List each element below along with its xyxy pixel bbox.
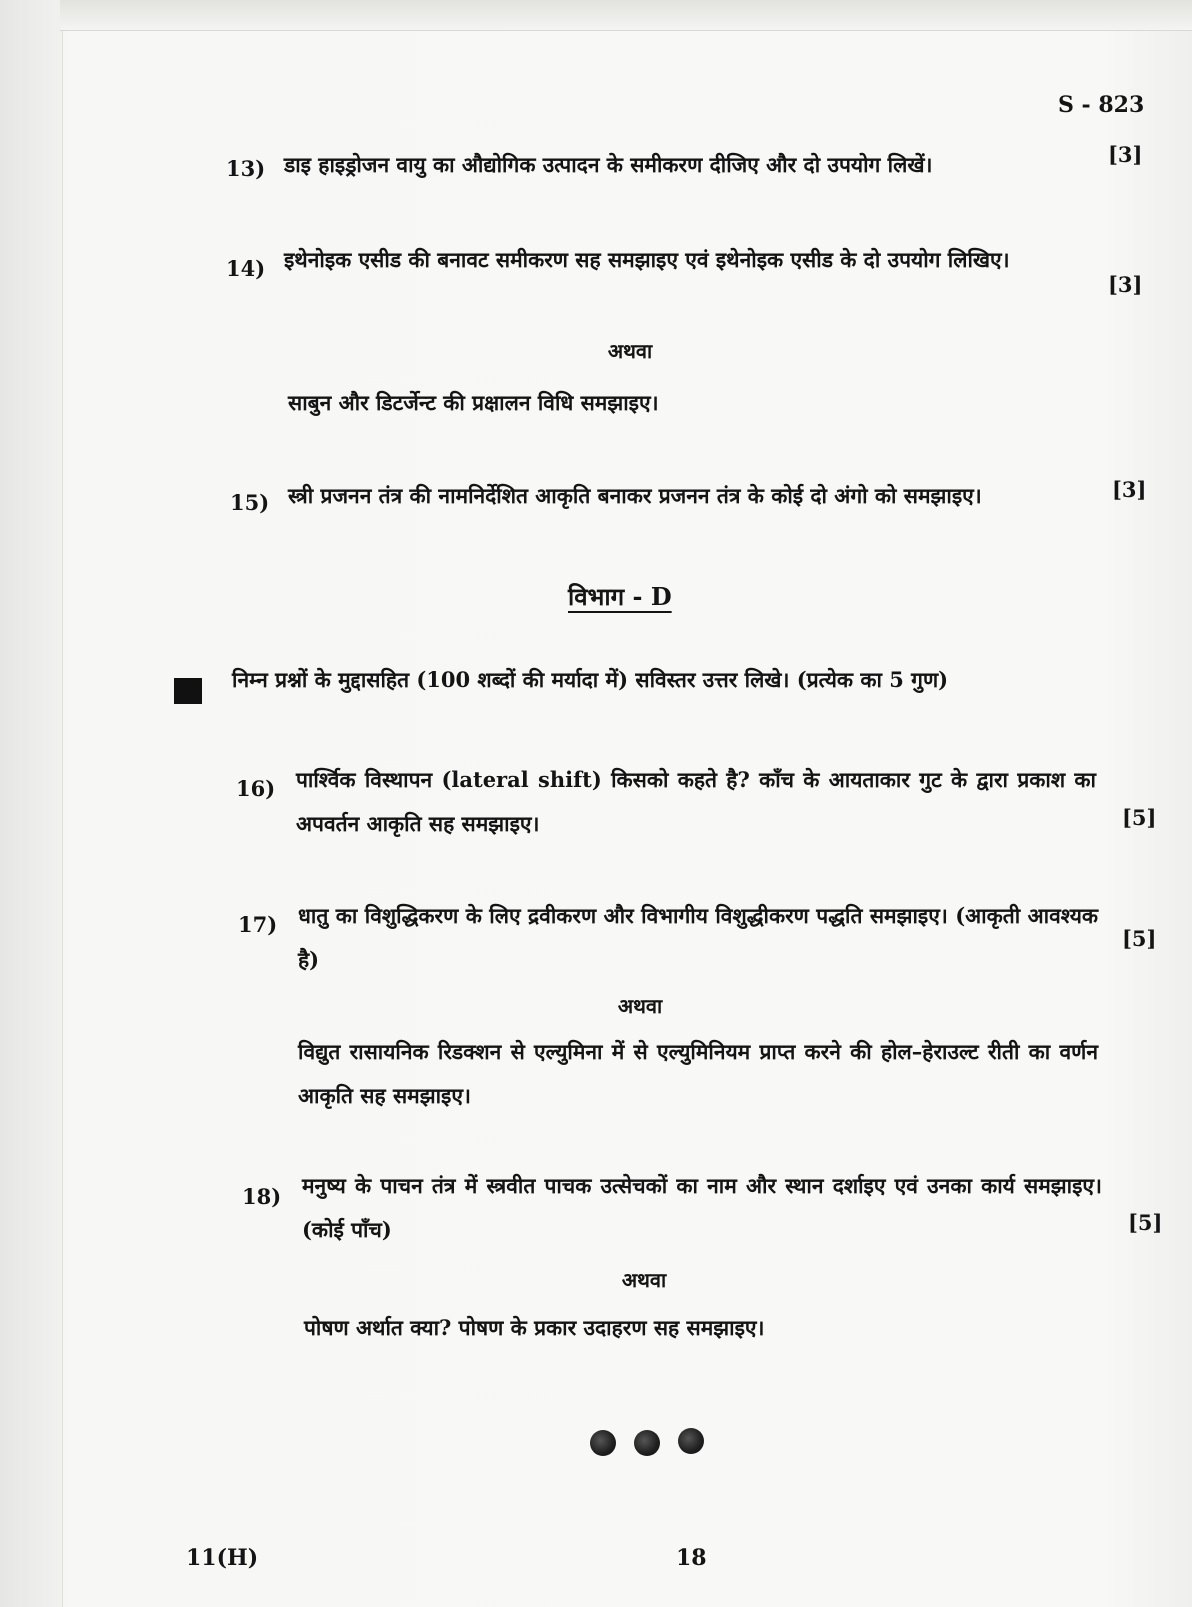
q14-text: इथेनोइक एसीड की बनावट समीकरण सह समझाइए एवं इथेनोइक एसीड के दो उपयोग लिखिए। <box>284 247 1010 272</box>
page-number: 18 <box>676 1545 707 1571</box>
q17-alternative: विद्युत रासायनिक रिडक्शन से एल्युमिना में से एल्युमिनियम प्राप्त करने की होल–हेराउल्ट रीती का वर्णन आकृति सह समझाइए। <box>298 1039 1098 1108</box>
q18-number: 18) <box>242 1184 282 1209</box>
q16-marks: [5] <box>1122 805 1157 830</box>
q13-number: 13) <box>226 156 266 181</box>
square-bullet-icon <box>174 678 202 704</box>
q18-text: मनुष्य के पाचन तंत्र में स्त्रवीत पाचक उत्सेचकों का नाम और स्थान दर्शाइए एवं उनका कार्य समझाइए। (कोई पाँच) <box>302 1173 1102 1242</box>
q13-text: डाइ हाइड्रोजन वायु का औद्योगिक उत्पादन के समीकरण दीजिए और दो उपयोग लिखें। <box>284 152 933 177</box>
q14-number: 14) <box>226 256 266 281</box>
q18-alternative: पोषण अर्थात क्या? पोषण के प्रकार उदाहरण सह समझाइए। <box>304 1315 765 1340</box>
q14-or: अथवा <box>607 339 653 363</box>
page-left-edge <box>0 0 63 1607</box>
section-instruction: निम्न प्रश्नों के मुद्दासहित (100 शब्दों की मर्यादा में) सविस्तर उत्तर लिखे। (प्रत्येक का 5 गुण) <box>232 667 949 692</box>
q15-text: स्त्री प्रजनन तंत्र की नामनिर्देशित आकृति बनाकर प्रजनन तंत्र के कोई दो अंगो को समझाइए। <box>288 483 982 508</box>
q15-marks: [3] <box>1112 477 1147 502</box>
q17-number: 17) <box>238 912 278 937</box>
end-dot-2-icon <box>634 1430 660 1456</box>
page-top-edge <box>60 0 1192 31</box>
q14-alternative: साबुन और डिटर्जेन्ट की प्रक्षालन विधि समझाइए। <box>288 390 659 415</box>
q18-marks: [5] <box>1128 1210 1163 1235</box>
footer-code: 11(H) <box>186 1545 259 1571</box>
end-dot-3-icon <box>678 1428 704 1454</box>
paper-code: S - 823 <box>1058 92 1145 118</box>
q16-number: 16) <box>236 776 276 801</box>
q17-marks: [5] <box>1122 926 1157 951</box>
q15-number: 15) <box>230 490 270 515</box>
q14-marks: [3] <box>1108 272 1143 297</box>
q18-or: अथवा <box>621 1268 667 1292</box>
q16-text: पार्श्विक विस्थापन (lateral shift) किसको कहते है? काँच के आयताकार गुट के द्वारा प्रकाश का अपवर्तन आकृति सह समझाइए। <box>296 767 1096 836</box>
q13-marks: [3] <box>1108 142 1143 167</box>
end-dot-1-icon <box>590 1430 616 1456</box>
q17-text: धातु का विशुद्धिकरण के लिए द्रवीकरण और विभागीय विशुद्धीकरण पद्धति समझाइए। (आकृती आवश्यक है) <box>298 903 1098 972</box>
section-title: विभाग - D <box>568 582 672 611</box>
q17-or: अथवा <box>617 994 663 1018</box>
